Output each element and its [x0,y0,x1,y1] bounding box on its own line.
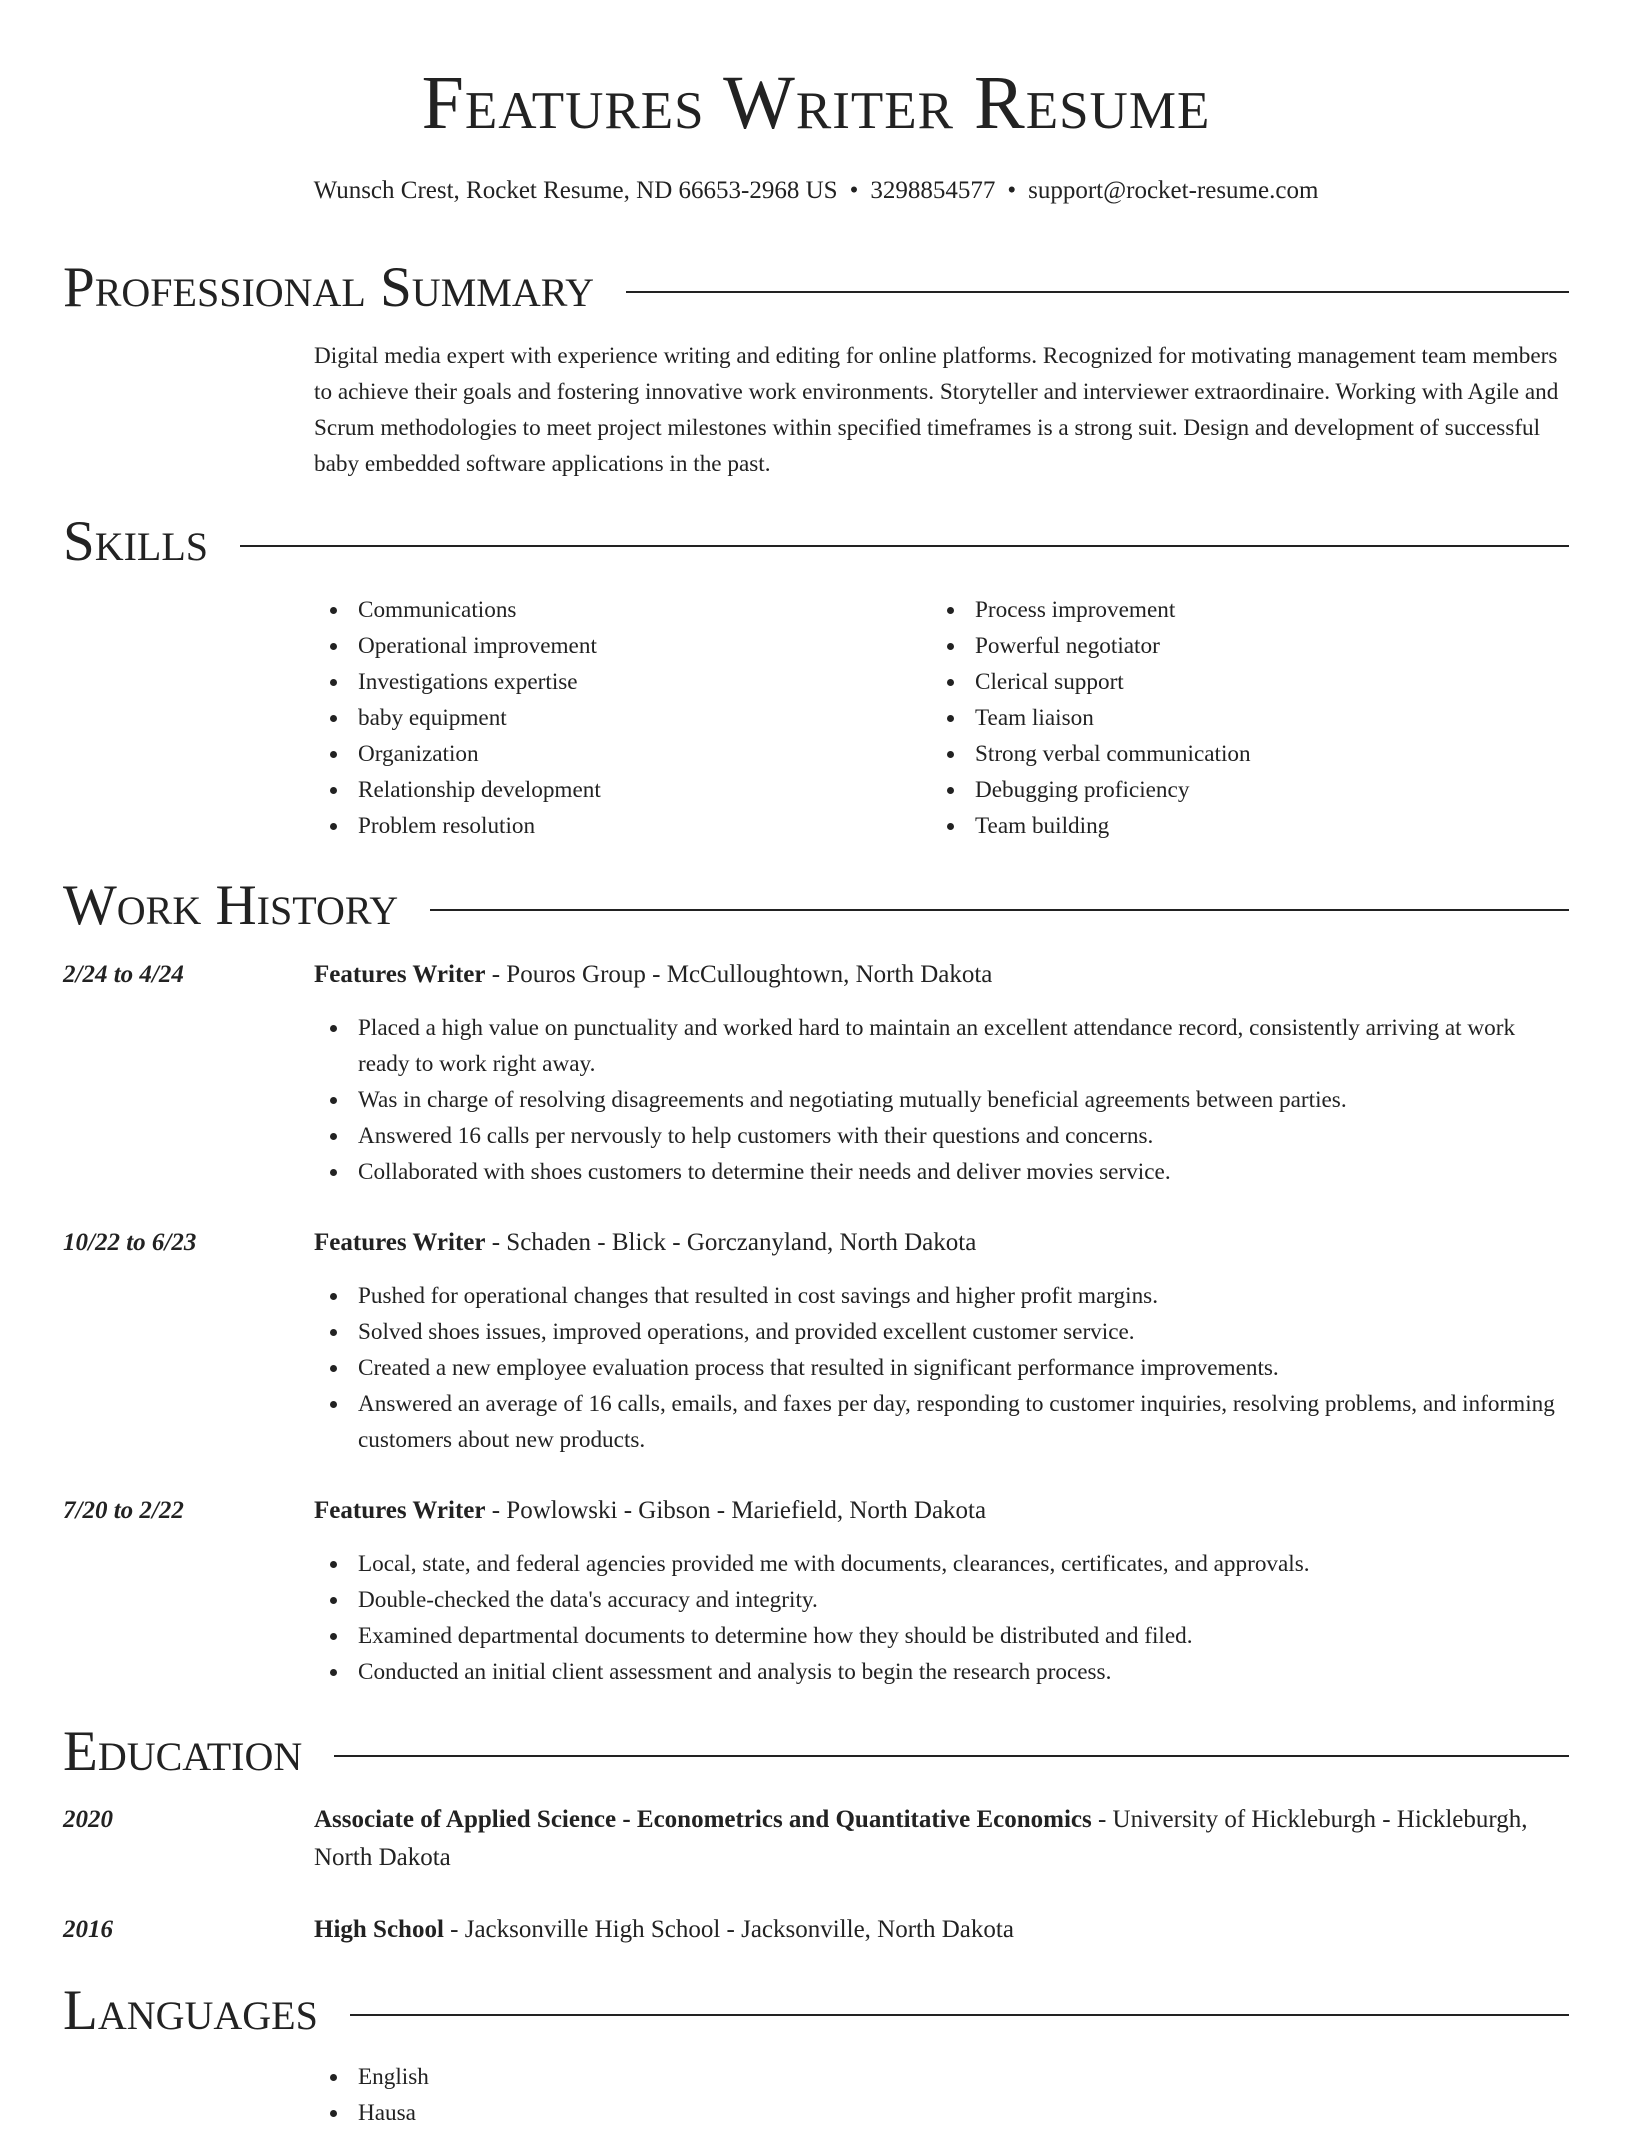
section-rule [334,1755,1569,1757]
job-bullet: Conducted an initial client assessment and analysis to begin the research process. [314,1654,1570,1690]
skill-item: Operational improvement [314,628,914,664]
job-bullet: Was in charge of resolving disagreements and negotiating mutually beneficial agreements between parties. [314,1082,1570,1118]
resume-title: Features Writer Resume [421,61,1211,145]
separator-dot: • [1007,177,1017,204]
section-rule [240,545,1569,547]
section-rule [626,291,1569,293]
section-title: Skills [63,510,209,573]
job-role: Features Writer [314,1497,486,1524]
section-title: Education [63,1720,303,1783]
language-item: Hausa [314,2095,914,2131]
job-dates: 7/20 to 2/22 [63,1497,184,1524]
job-dates: 10/22 to 6/23 [63,1229,197,1256]
separator-dot: • [849,177,859,204]
address: Wunsch Crest, Rocket Resume, ND 66653-2968 US [313,177,838,204]
skill-item: Strong verbal communication [931,736,1571,772]
section-title: Work History [63,874,399,937]
section-rule [350,2014,1569,2016]
job-bullet: Answered 16 calls per nervously to help customers with their questions and concerns. [314,1118,1570,1154]
summary-text: Digital media expert with experience writing and editing for online platforms. Recognized for motivating management team members to achieve their goals and fostering innovative work environments. Storyteller and interviewer extraordinaire. Working with Agile and Scrum methodologies to meet project milestones within specified timeframes is a strong suit. Design and development of successful baby embedded software applications in the past. [314,343,1559,477]
skill-item: baby equipment [314,700,914,736]
section-rule [430,909,1569,911]
skill-item: Relationship development [314,772,914,808]
skill-item: Problem resolution [314,808,914,844]
job-bullet: Placed a high value on punctuality and worked hard to maintain an excellent attendance record, consistently arriving at work ready to work right away. [314,1010,1570,1082]
section-title: Languages [63,1979,318,2042]
job-dates: 2/24 to 4/24 [63,961,184,988]
skill-item: Powerful negotiator [931,628,1571,664]
job-title-line [314,956,1570,994]
education-details: - Jacksonville High School - Jacksonville, North Dakota [443,1916,1014,1943]
job-bullets [314,1278,1570,1458]
skill-item: Debugging proficiency [931,772,1571,808]
job-bullet: Collaborated with shoes customers to determine their needs and deliver movies service. [314,1154,1570,1190]
skill-item: Team liaison [931,700,1571,736]
job-bullet: Answered an average of 16 calls, emails, and faxes per day, responding to customer inquiries, resolving problems, and informing customers about new products. [314,1386,1570,1458]
skill-item: Communications [314,592,914,628]
job-bullet: Examined departmental documents to determine how they should be distributed and filed. [314,1618,1570,1654]
education-entry [314,1911,1570,1949]
skills-list-left [314,592,914,844]
skill-item: Team building [931,808,1571,844]
education-year: 2020 [63,1806,113,1833]
job-bullet: Double-checked the data's accuracy and integrity. [314,1582,1570,1618]
job-title-line [314,1224,1570,1262]
job-details: - Pouros Group - McCulloughtown, North Dakota [485,961,993,988]
skill-item: Organization [314,736,914,772]
education-degree: High School [314,1916,444,1943]
language-item: English [314,2059,914,2095]
section-header-education [63,1719,1569,1785]
job-title-line [314,1492,1570,1530]
job-bullet: Solved shoes issues, improved operations, and provided excellent customer service. [314,1314,1570,1350]
education-details: - University of Hickleburgh - Hickleburgh, North Dakota [314,1806,1528,1871]
skill-item: Process improvement [931,592,1571,628]
skill-item: Clerical support [931,664,1571,700]
section-header-skills [63,509,1569,575]
job-bullet: Local, state, and federal agencies provided me with documents, clearances, certificates, and approvals. [314,1546,1570,1582]
education-year: 2016 [63,1916,113,1943]
skill-item: Investigations expertise [314,664,914,700]
job-details: - Schaden - Blick - Gorczanyland, North Dakota [485,1229,977,1256]
phone: 3298854577 [870,177,996,204]
section-header-languages [63,1978,1569,2044]
skills-list-right [931,592,1571,844]
email: support@rocket-resume.com [1028,177,1319,204]
job-bullets [314,1010,1570,1190]
job-details: - Powlowski - Gibson - Mariefield, North Dakota [485,1497,987,1524]
contact-line [0,174,1632,208]
education-degree: Associate of Applied Science - Econometrics and Quantitative Economics [314,1806,1092,1833]
section-header-summary [63,255,1569,321]
education-entry [314,1801,1570,1877]
job-role: Features Writer [314,1229,486,1256]
job-bullet: Created a new employee evaluation process that resulted in significant performance improvements. [314,1350,1570,1386]
languages-list [314,2059,914,2131]
section-header-work-history [63,873,1569,939]
section-title: Professional Summary [63,256,595,319]
job-bullets [314,1546,1570,1690]
job-role: Features Writer [314,961,486,988]
job-bullet: Pushed for operational changes that resulted in cost savings and higher profit margins. [314,1278,1570,1314]
